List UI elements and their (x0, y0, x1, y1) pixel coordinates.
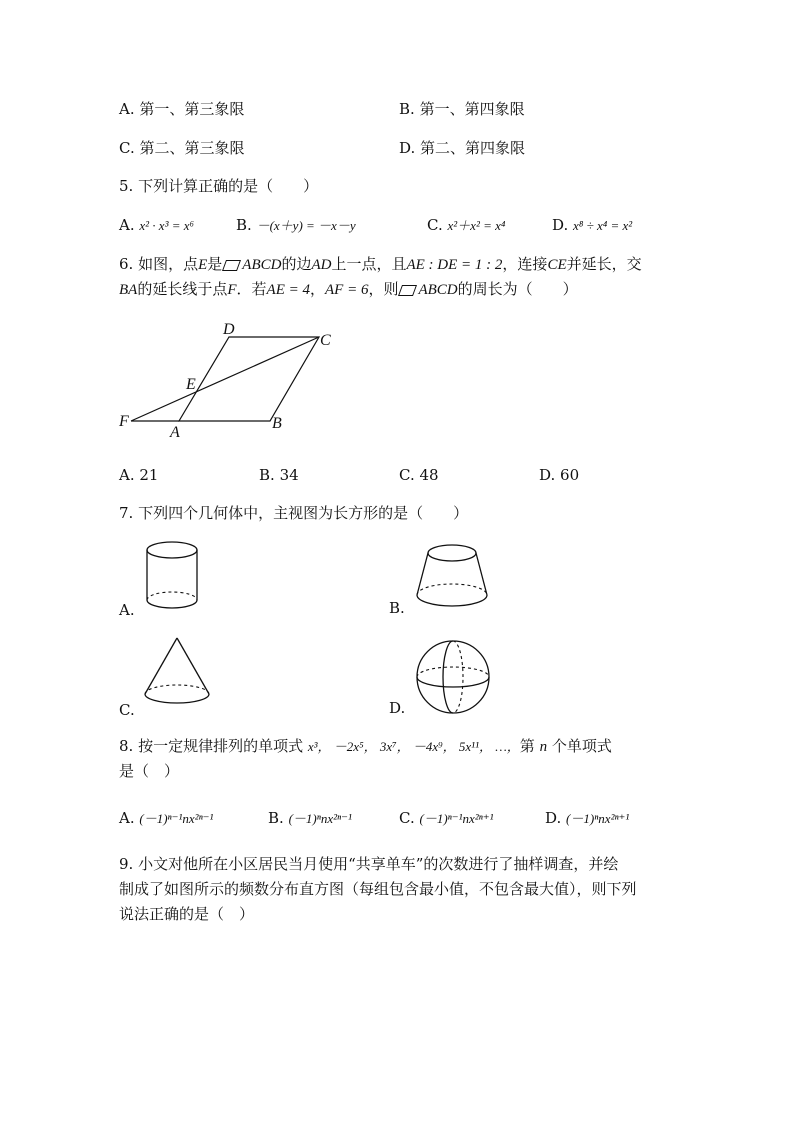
sequence-terms: x³， －2x⁵， 3x⁷， －4x⁹， 5x¹¹， …， (307, 739, 520, 754)
option-text: 第二、第三象限 (139, 139, 245, 157)
option-letter: C. (427, 216, 443, 234)
q6-option-a (119, 465, 158, 485)
segment-ad: AD (311, 257, 332, 273)
q6-stem-line1 (119, 254, 642, 275)
frustum-icon (410, 540, 494, 616)
text: 并延长，交 (566, 255, 642, 273)
q5-option-d (552, 215, 632, 236)
option-text: 34 (279, 466, 299, 484)
q8-stem-line1 (119, 736, 612, 757)
segment-ce: CE (547, 257, 567, 273)
option-expr: (－1)ⁿnx²ⁿ⁻¹ (288, 811, 352, 826)
option-letter: D. (545, 809, 562, 827)
text: 的边 (281, 255, 312, 273)
ratio: AE : DE = 1 : 2 (406, 257, 503, 273)
text: ， (309, 280, 325, 298)
text: 是 (207, 255, 223, 273)
option-letter: D. (552, 216, 569, 234)
q8-option-c (399, 808, 494, 829)
point-e: E (198, 257, 208, 273)
parallelogram-icon (398, 285, 417, 296)
text: ，连接 (502, 255, 548, 273)
label-a: A (170, 424, 180, 441)
q4-option-b (399, 99, 525, 119)
label-f: F (119, 413, 129, 430)
cylinder-icon (140, 538, 204, 618)
q9-stem-line2: 制成了如图所示的频数分布直方图（每组包含最小值，不包含最大值），则下列 (119, 880, 637, 898)
q6-option-d (539, 465, 579, 485)
text: ．若 (236, 280, 267, 298)
option-letter: D. (399, 139, 416, 157)
segment-ba: BA (119, 282, 138, 298)
option-text: 60 (560, 466, 580, 484)
af-value: AF = 6 (325, 282, 369, 298)
text: 个单项式 (551, 737, 612, 755)
option-text: 21 (139, 466, 159, 484)
option-expr: (－1)ⁿ⁻¹nx²ⁿ⁺¹ (419, 811, 494, 826)
option-letter: A. (119, 466, 135, 484)
q5-stem: 5. 下列计算正确的是（ ） (119, 177, 319, 195)
q7-option-b-letter: B. (389, 599, 405, 617)
option-text: 第一、第三象限 (139, 100, 245, 118)
option-letter: A. (119, 809, 135, 827)
q4-option-a (119, 99, 244, 119)
option-letter: D. (539, 466, 556, 484)
option-letter: B. (236, 216, 252, 234)
q7-option-a-letter: A. (119, 601, 135, 619)
label-e: E (186, 376, 196, 393)
option-expr: (－1)ⁿnx²ⁿ⁺¹ (566, 811, 630, 826)
option-letter: B. (259, 466, 275, 484)
option-letter: B. (268, 809, 284, 827)
option-letter: A. (119, 100, 135, 118)
label-b: B (272, 415, 282, 432)
cone-icon (140, 634, 214, 714)
parallelogram-abcd (179, 337, 319, 421)
q5-option-a (119, 215, 194, 236)
point-f: F (227, 282, 237, 298)
option-text: 48 (419, 466, 439, 484)
text: 第 (519, 737, 535, 755)
q8-option-d (545, 808, 629, 829)
text: 8. 按一定规律排列的单项式 (119, 737, 304, 755)
variable-n: n (539, 739, 548, 755)
q7-option-c-letter: C. (119, 701, 135, 719)
option-text: 第一、第四象限 (419, 100, 525, 118)
label-c: C (320, 332, 331, 349)
ae-value: AE = 4 (266, 282, 310, 298)
text: 的延长线于点 (137, 280, 228, 298)
option-expr: x⁸ ÷ x⁴ = x² (573, 218, 633, 233)
option-expr: (－1)ⁿ⁻¹nx²ⁿ⁻¹ (139, 811, 214, 826)
q6-option-c (399, 465, 439, 485)
line-fc (131, 337, 319, 421)
option-letter: B. (399, 100, 415, 118)
abcd: ABCD (242, 257, 282, 273)
option-letter: C. (399, 809, 415, 827)
option-letter: C. (119, 139, 135, 157)
q5-option-c (427, 215, 505, 236)
text: 的周长为（ ） (457, 280, 578, 298)
text: 上一点，且 (331, 255, 407, 273)
option-expr: x²＋x² = x⁴ (447, 218, 506, 233)
option-letter: C. (399, 466, 415, 484)
parallelogram-icon (222, 260, 241, 271)
q6-parallelogram-figure (115, 315, 345, 445)
q4-option-d (399, 138, 525, 158)
q6-stem-line2 (119, 279, 578, 300)
sphere-icon (412, 638, 494, 718)
option-expr: x² · x³ = x⁶ (139, 218, 195, 233)
q6-option-b (259, 465, 299, 485)
q7-option-d-letter: D. (389, 699, 406, 717)
q9-stem-line3: 说法正确的是（ ） (119, 905, 255, 923)
q8-stem-line2: 是（ ） (119, 762, 180, 780)
option-letter: A. (119, 216, 135, 234)
option-expr: －(x＋y) = －x－y (256, 218, 356, 233)
q5-option-b (236, 215, 356, 236)
q8-option-b (268, 808, 352, 829)
text: 6. 如图，点 (119, 255, 199, 273)
label-d: D (223, 321, 235, 338)
q8-option-a (119, 808, 213, 829)
option-text: 第二、第四象限 (420, 139, 526, 157)
q4-option-c (119, 138, 245, 158)
text: ，则 (368, 280, 399, 298)
abcd: ABCD (418, 282, 458, 298)
q7-stem: 7. 下列四个几何体中，主视图为长方形的是（ ） (119, 504, 469, 522)
q9-stem-line1: 9. 小文对他所在小区居民当月使用“共享单车”的次数进行了抽样调查，并绘 (119, 855, 619, 873)
